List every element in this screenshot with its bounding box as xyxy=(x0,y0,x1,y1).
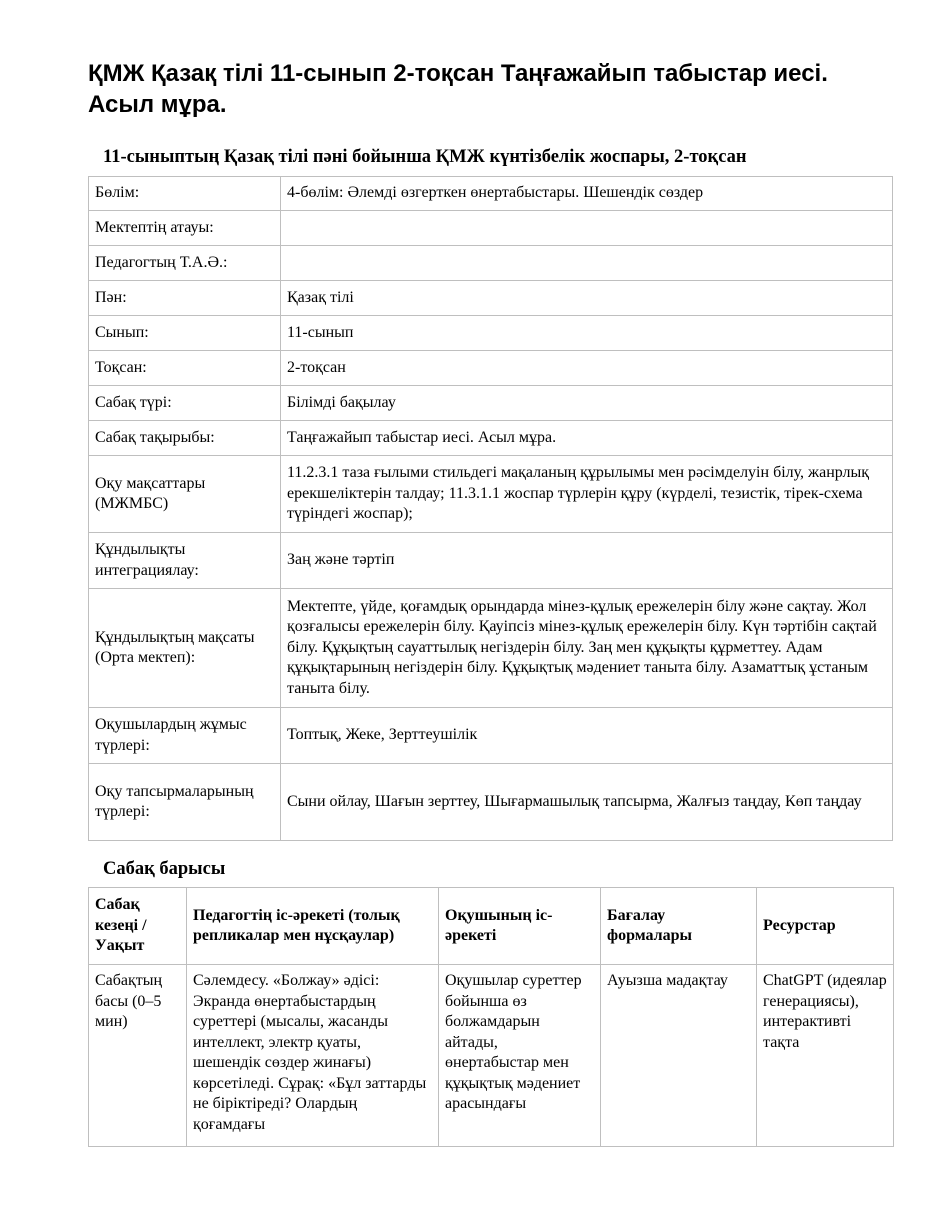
plan-label: Сабақ түрі: xyxy=(89,386,281,421)
plan-label: Тоқсан: xyxy=(89,351,281,386)
header-resources: Ресурстар xyxy=(757,888,894,965)
plan-row xyxy=(89,246,893,281)
plan-value: 11-сынып xyxy=(281,316,893,351)
page-title: ҚМЖ Қазақ тілі 11-сынып 2-тоқсан Таңғажайып табыстар иесі. Асыл мұра. xyxy=(88,60,828,118)
plan-value xyxy=(281,246,893,281)
plan-value xyxy=(281,211,893,246)
plan-value: Таңғажайып табыстар иесі. Асыл мұра. xyxy=(281,421,893,456)
plan-value: 2-тоқсан xyxy=(281,351,893,386)
lesson-heading: Сабақ барысы xyxy=(103,859,226,879)
plan-value: 11.2.3.1 таза ғылыми стильдегі мақаланың құрылымы мен рәсімделуін білу, жанрлық ерекшеліктерін талдау; 11.3.1.1 жоспар түрлерін құру (күрделі, тезистік, тірек-схема түріндегі жоспар); xyxy=(281,456,893,533)
plan-row xyxy=(89,316,893,351)
plan-label: Оқу тапсырмаларының түрлері: xyxy=(89,764,281,841)
plan-value: Топтық, Жеке, Зерттеушілік xyxy=(281,708,893,764)
plan-label: Мектептің атауы: xyxy=(89,211,281,246)
plan-label: Оқушылардың жұмыс түрлері: xyxy=(89,708,281,764)
plan-label: Сынып: xyxy=(89,316,281,351)
plan-row xyxy=(89,764,893,841)
plan-value: Сыни ойлау, Шағын зерттеу, Шығармашылық тапсырма, Жалғыз таңдау, Көп таңдау xyxy=(281,764,893,841)
plan-row xyxy=(89,421,893,456)
plan-value: Қазақ тілі xyxy=(281,281,893,316)
cell-teacher: Сәлемдесу. «Болжау» әдісі: Экранда өнертабыстардың суреттері (мысалы, жасанды интеллект, электр қуаты, шешендік сөздер жинағы) көрсетіледі. Сұрақ: «Бұл заттарды не біріктіреді? Олардың қоғамдағы xyxy=(187,965,439,1147)
document-page xyxy=(88,58,893,1147)
header-assessment: Бағалау формалары xyxy=(601,888,757,965)
cell-assessment: Ауызша мадақтау xyxy=(601,965,757,1147)
lesson-row xyxy=(89,965,894,1147)
plan-label: Бөлім: xyxy=(89,177,281,211)
plan-row xyxy=(89,177,893,211)
lesson-table xyxy=(88,887,894,1147)
plan-heading: 11-сыныптың Қазақ тілі пәні бойынша ҚМЖ күнтізбелік жоспары, 2-тоқсан xyxy=(103,147,747,167)
plan-row xyxy=(89,211,893,246)
plan-value: 4-бөлім: Әлемді өзгерткен өнертабыстары. Шешендік сөздер xyxy=(281,177,893,211)
header-stage: Сабақ кезеңі / Уақыт xyxy=(89,888,187,965)
lesson-header-row xyxy=(89,888,894,965)
plan-value: Заң және тәртіп xyxy=(281,533,893,589)
plan-row xyxy=(89,533,893,589)
header-teacher: Педагогтің іс-әрекеті (толық репликалар мен нұсқаулар) xyxy=(187,888,439,965)
plan-row xyxy=(89,386,893,421)
plan-label: Оқу мақсаттары (МЖМБС) xyxy=(89,456,281,533)
plan-row xyxy=(89,589,893,708)
plan-value: Мектепте, үйде, қоғамдық орындарда мінез-құлық ережелерін білу және сақтау. Жол қозғалысы ережелерін білу. Қауіпсіз мінез-құлық ережелерін білу. Күн тәртібін сақтай білу. Құқықтың сауаттылық негіздерін білу. Заң мен құқықты құрметтеу. Адам құқықтарының негіздерін білу. Құқықтық мәдениет таныта білу. Азаматтық ұстаным таныта білу. xyxy=(281,589,893,708)
plan-label: Педагогтың Т.А.Ә.: xyxy=(89,246,281,281)
cell-resources: ChatGPT (идеялар генерациясы), интерактивті тақта xyxy=(757,965,894,1147)
cell-stage: Сабақтың басы (0–5 мин) xyxy=(89,965,187,1147)
plan-row xyxy=(89,708,893,764)
header-student: Оқушының іс-әрекеті xyxy=(439,888,601,965)
plan-row xyxy=(89,351,893,386)
cell-student: Оқушылар суреттер бойынша өз болжамдарын айтады, өнертабыстар мен құқықтық мәдениет арасындағы xyxy=(439,965,601,1147)
plan-label: Құндылықты интеграциялау: xyxy=(89,533,281,589)
plan-label: Пән: xyxy=(89,281,281,316)
plan-label: Құндылықтың мақсаты (Орта мектеп): xyxy=(89,589,281,708)
plan-row xyxy=(89,281,893,316)
plan-table xyxy=(88,176,893,841)
plan-label: Сабақ тақырыбы: xyxy=(89,421,281,456)
plan-row xyxy=(89,456,893,533)
plan-value: Білімді бақылау xyxy=(281,386,893,421)
